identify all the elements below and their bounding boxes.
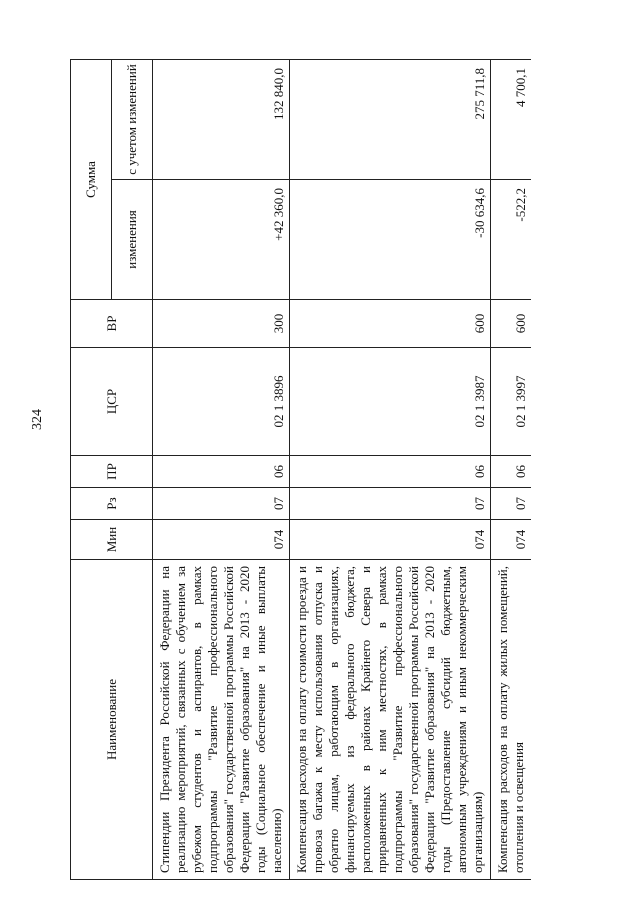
header-change: изменения xyxy=(112,180,153,300)
row-pr: 06 xyxy=(290,456,491,488)
row-csr: 02 1 3987 xyxy=(290,348,491,456)
row-name: Компенсация расходов на оплату жилых помещений, отопления и освещения xyxy=(491,560,532,880)
header-csr: ЦСР xyxy=(71,348,153,456)
row-csr: 02 1 3896 xyxy=(153,348,290,456)
header-rz: Рз xyxy=(71,488,153,520)
row-rz: 07 xyxy=(491,488,532,520)
row-pr: 06 xyxy=(491,456,532,488)
header-row-1 xyxy=(71,60,112,880)
header-min: Мин xyxy=(71,520,153,560)
row-change: -522,2 xyxy=(491,180,532,300)
row-pr: 06 xyxy=(153,456,290,488)
table-row xyxy=(491,60,532,880)
table-row xyxy=(153,60,290,880)
budget-table-container xyxy=(70,60,590,880)
row-min: 074 xyxy=(491,520,532,560)
header-with-change: с учетом изменений xyxy=(112,60,153,180)
table-row xyxy=(290,60,491,880)
header-sum: Сумма xyxy=(71,60,112,300)
row-change: +42 360,0 xyxy=(153,180,290,300)
row-with-change: 4 700,1 xyxy=(491,60,532,180)
row-name: Компенсация расходов на оплату стоимости проезда и провоза багажа к месту использования отпуска и обратно лицам, работающим в организациях, финансируемых из федерального бюджета, расположенных в районах Крайнего Севера и приравненных к ним местностях, в рамках подпрограммы "Развитие профессионального образования" государственной программы Российской Федерации "Развитие образования" на 2013 - 2020 годы (Предоставление субсидий бюджетным, автономным учреждениям и иным некоммерческим организациям) xyxy=(290,560,491,880)
row-change: -30 634,6 xyxy=(290,180,491,300)
budget-table xyxy=(70,59,531,880)
row-vr: 600 xyxy=(491,300,532,348)
header-name: Наименование xyxy=(71,560,153,880)
row-csr: 02 1 3997 xyxy=(491,348,532,456)
row-name: Стипендии Президента Российской Федерации на реализацию мероприятий, связанных с обучением за рубежом студентов и аспирантов, в рамках подпрограммы "Развитие профессионального образования" государственной программы Российской Федерации "Развитие образования" на 2013 - 2020 годы (Социальное обеспечение и иные выплаты населению) xyxy=(153,560,290,880)
header-pr: ПР xyxy=(71,456,153,488)
row-min: 074 xyxy=(290,520,491,560)
row-with-change: 275 711,8 xyxy=(290,60,491,180)
header-vr: ВР xyxy=(71,300,153,348)
row-vr: 300 xyxy=(153,300,290,348)
row-rz: 07 xyxy=(290,488,491,520)
row-with-change: 132 840,0 xyxy=(153,60,290,180)
row-min: 074 xyxy=(153,520,290,560)
page-number: 324 xyxy=(30,409,45,430)
row-rz: 07 xyxy=(153,488,290,520)
row-vr: 600 xyxy=(290,300,491,348)
